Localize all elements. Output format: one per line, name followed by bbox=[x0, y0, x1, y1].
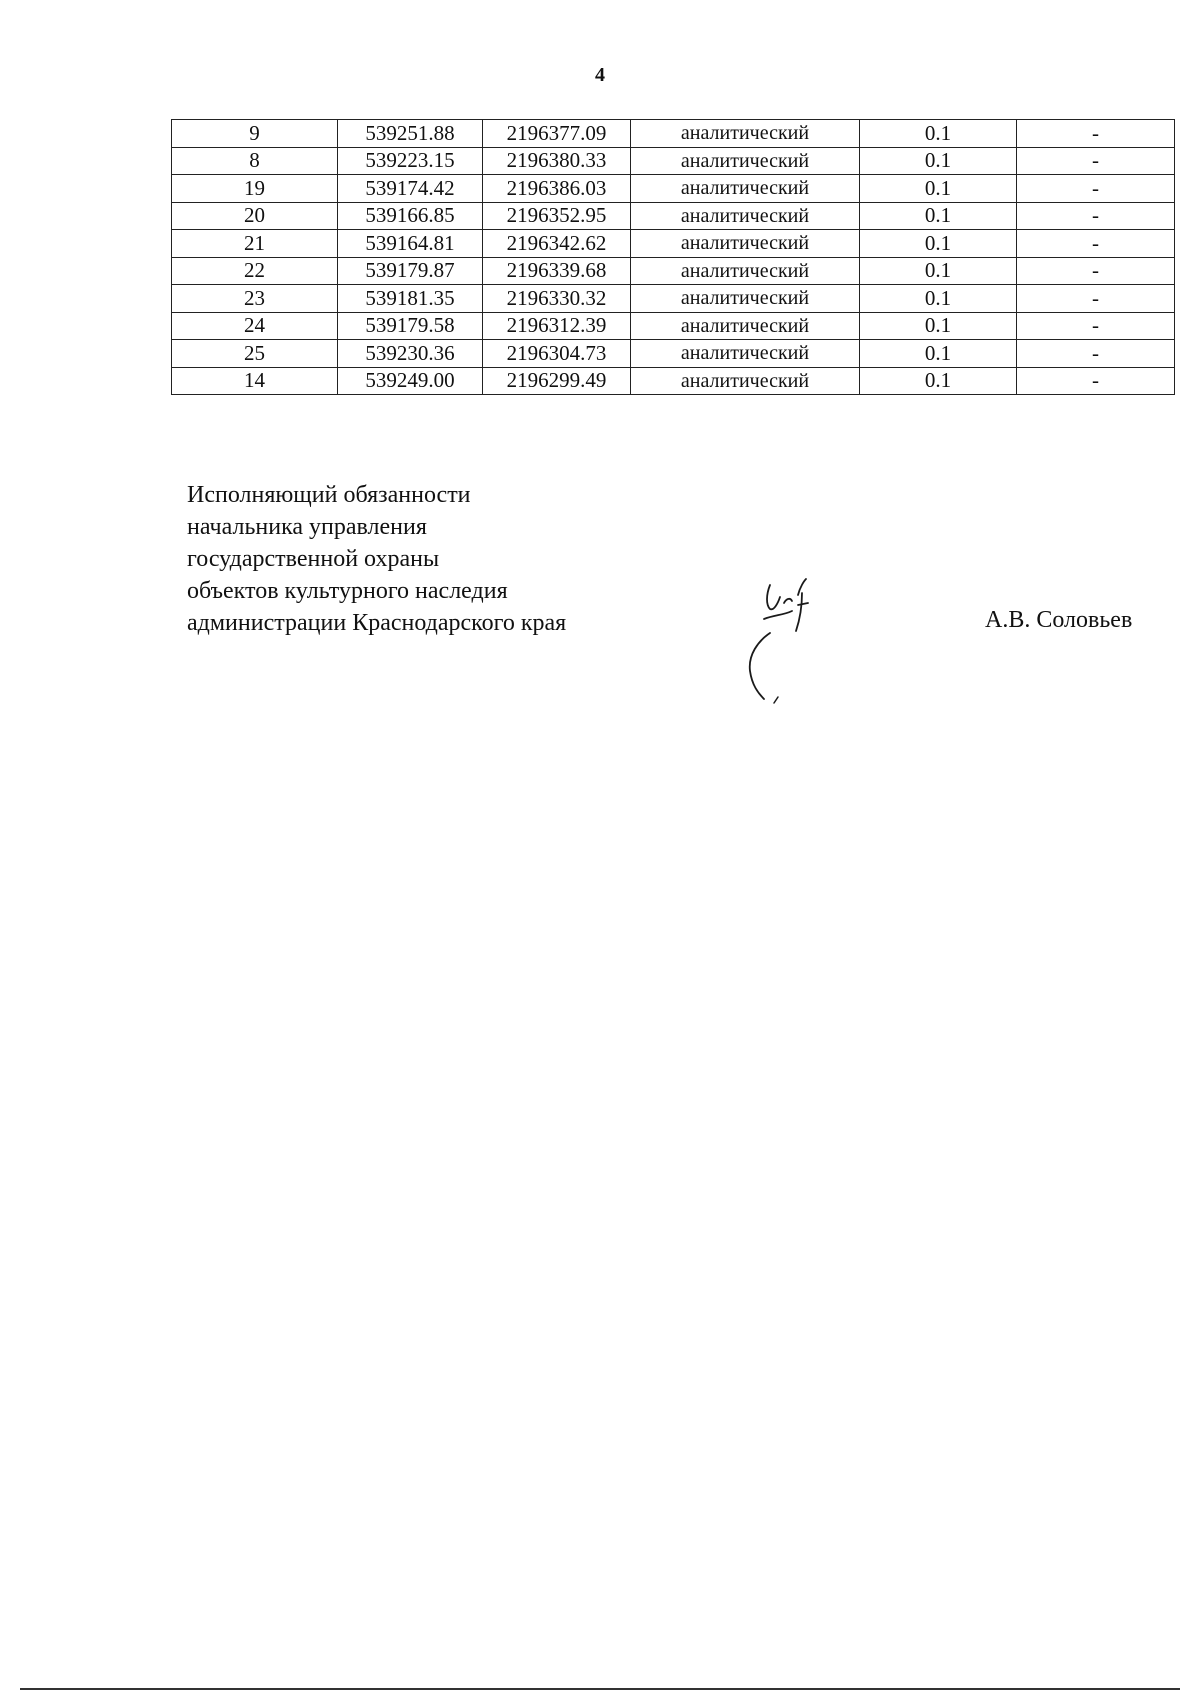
y-coordinate-cell: 2196380.33 bbox=[483, 147, 631, 175]
x-coordinate-cell: 539179.58 bbox=[338, 312, 483, 340]
y-coordinate-cell: 2196342.62 bbox=[483, 230, 631, 258]
accuracy-cell: 0.1 bbox=[860, 340, 1017, 368]
position-line: объектов культурного наследия bbox=[187, 578, 508, 604]
description-cell: - bbox=[1017, 367, 1175, 395]
method-cell: аналитический bbox=[631, 340, 860, 368]
method-cell: аналитический bbox=[631, 202, 860, 230]
description-cell: - bbox=[1017, 312, 1175, 340]
accuracy-cell: 0.1 bbox=[860, 120, 1017, 148]
table-row bbox=[172, 257, 1175, 285]
y-coordinate-cell: 2196299.49 bbox=[483, 367, 631, 395]
x-coordinate-cell: 539249.00 bbox=[338, 367, 483, 395]
method-cell: аналитический bbox=[631, 367, 860, 395]
y-coordinate-cell: 2196377.09 bbox=[483, 120, 631, 148]
x-coordinate-cell: 539251.88 bbox=[338, 120, 483, 148]
table-row bbox=[172, 175, 1175, 203]
method-cell: аналитический bbox=[631, 175, 860, 203]
signatory-name: А.В. Соловьев bbox=[985, 607, 1133, 633]
point-number-cell: 8 bbox=[172, 147, 338, 175]
y-coordinate-cell: 2196312.39 bbox=[483, 312, 631, 340]
point-number-cell: 9 bbox=[172, 120, 338, 148]
description-cell: - bbox=[1017, 147, 1175, 175]
y-coordinate-cell: 2196339.68 bbox=[483, 257, 631, 285]
description-cell: - bbox=[1017, 175, 1175, 203]
position-line: администрации Краснодарского края bbox=[187, 610, 567, 636]
signatory-position bbox=[187, 479, 566, 639]
table-row bbox=[172, 120, 1175, 148]
table-row bbox=[172, 230, 1175, 258]
table-row bbox=[172, 202, 1175, 230]
position-line: государственной охраны bbox=[187, 546, 440, 572]
description-cell: - bbox=[1017, 340, 1175, 368]
table-row bbox=[172, 147, 1175, 175]
method-cell: аналитический bbox=[631, 312, 860, 340]
method-cell: аналитический bbox=[631, 147, 860, 175]
method-cell: аналитический bbox=[631, 120, 860, 148]
accuracy-cell: 0.1 bbox=[860, 230, 1017, 258]
x-coordinate-cell: 539179.87 bbox=[338, 257, 483, 285]
coordinates-table bbox=[171, 119, 1175, 395]
x-coordinate-cell: 539181.35 bbox=[338, 285, 483, 313]
description-cell: - bbox=[1017, 120, 1175, 148]
page-bottom-rule bbox=[20, 1688, 1180, 1690]
handwritten-signature bbox=[740, 575, 830, 715]
position-line: Исполняющий обязанности bbox=[187, 482, 471, 508]
method-cell: аналитический bbox=[631, 230, 860, 258]
accuracy-cell: 0.1 bbox=[860, 147, 1017, 175]
coordinates-table-body bbox=[172, 120, 1175, 395]
x-coordinate-cell: 539166.85 bbox=[338, 202, 483, 230]
accuracy-cell: 0.1 bbox=[860, 312, 1017, 340]
point-number-cell: 20 bbox=[172, 202, 338, 230]
point-number-cell: 22 bbox=[172, 257, 338, 285]
position-line: начальника управления bbox=[187, 514, 427, 540]
point-number-cell: 23 bbox=[172, 285, 338, 313]
point-number-cell: 19 bbox=[172, 175, 338, 203]
accuracy-cell: 0.1 bbox=[860, 257, 1017, 285]
accuracy-cell: 0.1 bbox=[860, 202, 1017, 230]
accuracy-cell: 0.1 bbox=[860, 367, 1017, 395]
y-coordinate-cell: 2196352.95 bbox=[483, 202, 631, 230]
point-number-cell: 14 bbox=[172, 367, 338, 395]
y-coordinate-cell: 2196304.73 bbox=[483, 340, 631, 368]
x-coordinate-cell: 539230.36 bbox=[338, 340, 483, 368]
description-cell: - bbox=[1017, 285, 1175, 313]
x-coordinate-cell: 539174.42 bbox=[338, 175, 483, 203]
table-row bbox=[172, 312, 1175, 340]
description-cell: - bbox=[1017, 230, 1175, 258]
point-number-cell: 21 bbox=[172, 230, 338, 258]
point-number-cell: 24 bbox=[172, 312, 338, 340]
accuracy-cell: 0.1 bbox=[860, 285, 1017, 313]
table-row bbox=[172, 285, 1175, 313]
description-cell: - bbox=[1017, 202, 1175, 230]
page-number: 4 bbox=[595, 64, 605, 86]
point-number-cell: 25 bbox=[172, 340, 338, 368]
table-row bbox=[172, 340, 1175, 368]
x-coordinate-cell: 539223.15 bbox=[338, 147, 483, 175]
y-coordinate-cell: 2196386.03 bbox=[483, 175, 631, 203]
method-cell: аналитический bbox=[631, 257, 860, 285]
table-row bbox=[172, 367, 1175, 395]
description-cell: - bbox=[1017, 257, 1175, 285]
accuracy-cell: 0.1 bbox=[860, 175, 1017, 203]
y-coordinate-cell: 2196330.32 bbox=[483, 285, 631, 313]
x-coordinate-cell: 539164.81 bbox=[338, 230, 483, 258]
method-cell: аналитический bbox=[631, 285, 860, 313]
